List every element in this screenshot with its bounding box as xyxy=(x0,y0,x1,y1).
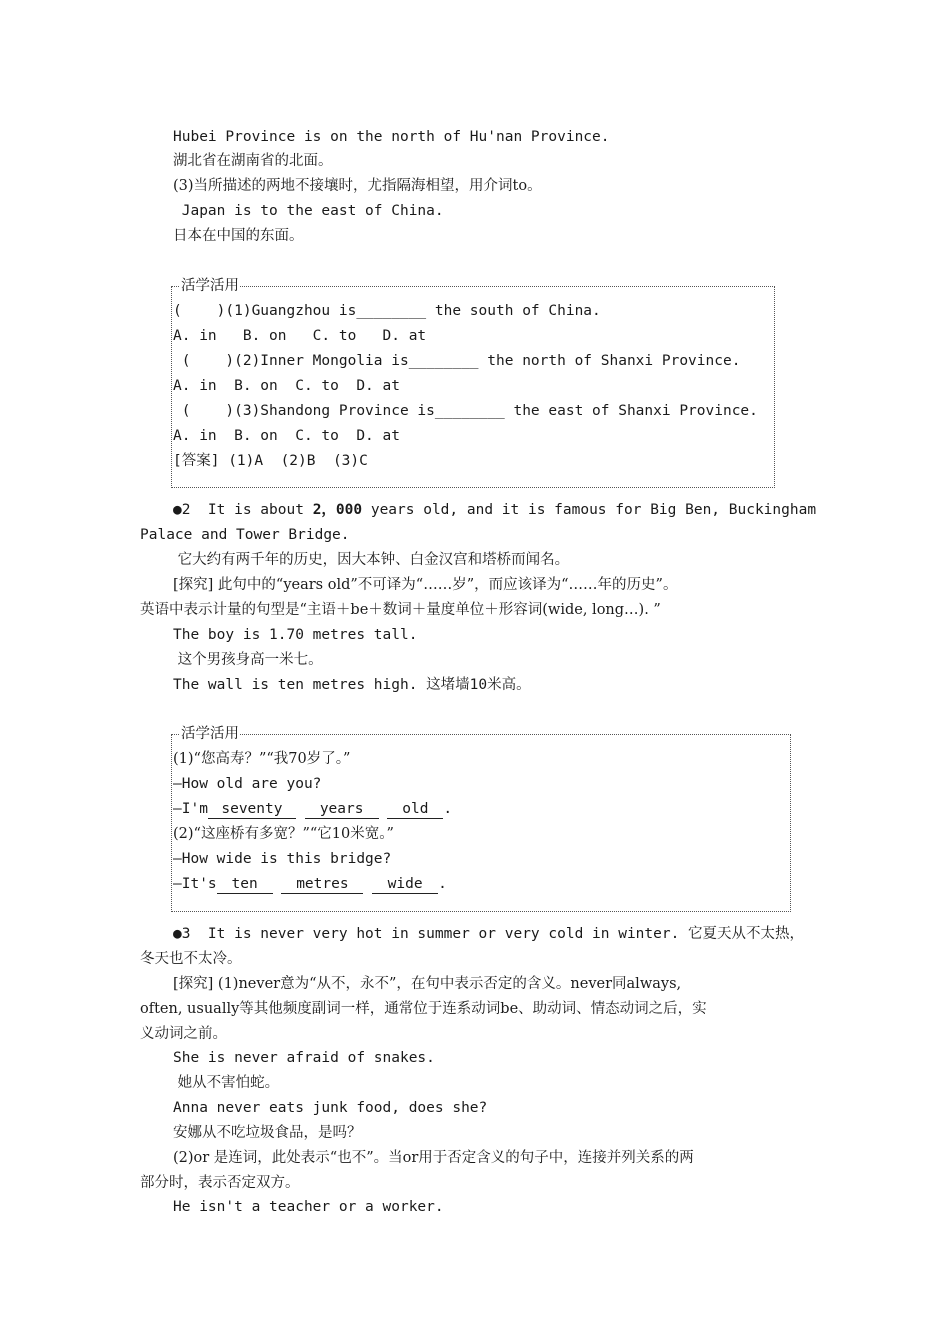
translation-line: 它大约有两千年的历史，因大本钟、白金汉宫和塔桥而闻名。 xyxy=(173,552,570,568)
question-line: (1)“您高寿？”“我70岁了。” xyxy=(173,751,351,767)
explore-line: [探究] (1)never意为“从不，永不”，在句中表示否定的含义。never同always, xyxy=(173,976,682,992)
answer-blank: years xyxy=(305,801,379,819)
item-2-heading xyxy=(173,500,816,520)
translation-line: 她从不害怕蛇。 xyxy=(173,1075,280,1091)
item-2-head-b: years old, and it is famous for Big Ben, Buckingham xyxy=(362,502,817,518)
practice-box-label: 活学活用 xyxy=(181,726,239,742)
explore-line: (2)or 是连词，此处表示“也不”。当or用于否定含义的句子中，连接并列关系的两 xyxy=(173,1150,694,1166)
options-line: A. in B. on C. to D. at xyxy=(173,328,427,344)
dialog-line: —How old are you? xyxy=(173,776,322,792)
answer-line xyxy=(173,874,447,894)
text-line: Palace and Tower Bridge. xyxy=(140,527,350,543)
answer-blank: wide xyxy=(372,876,438,894)
text-line: 湖北省在湖南省的北面。 xyxy=(173,153,333,169)
dialog-line: —How wide is this bridge? xyxy=(173,851,392,867)
translation-line: 这个男孩身高一米七。 xyxy=(173,652,323,668)
translation-line: 安娜从不吃垃圾食品，是吗？ xyxy=(173,1125,362,1141)
text-line: 冬天也不太冷。 xyxy=(140,951,242,967)
example-line: The boy is 1.70 metres tall. xyxy=(173,627,418,643)
answer-line: [答案] (1)A (2)B (3)C xyxy=(173,453,368,469)
answer-end: . xyxy=(443,801,453,817)
answer-blank: seventy xyxy=(208,801,296,819)
question-line: ( )(1)Guangzhou is________ the south of China. xyxy=(173,303,601,319)
answer-end: . xyxy=(438,876,447,892)
example-line: He isn't a teacher or a worker. xyxy=(173,1199,444,1215)
answer-prefix: —It's xyxy=(173,876,217,892)
item-2-head-a: ●2 It is about xyxy=(173,502,313,518)
answer-blank: old xyxy=(387,801,443,819)
explore-line: often, usually等其他频度副词一样，通常位于连系动词be、助动词、情态动词之后，实 xyxy=(140,1001,707,1017)
explore-line: 义动词之前。 xyxy=(140,1026,227,1042)
answer-prefix: —I'm xyxy=(173,801,208,817)
text-line: 日本在中国的东面。 xyxy=(173,228,304,244)
options-line: A. in B. on C. to D. at xyxy=(173,428,400,444)
answer-blank: metres xyxy=(281,876,363,894)
question-line: ( )(2)Inner Mongolia is________ the north of Shanxi Province. xyxy=(173,353,741,369)
explore-line: [探究] 此句中的“years old”不可译为“……岁”，而应该译为“……年的历史”。 xyxy=(173,577,678,593)
example-line: She is never afraid of snakes. xyxy=(173,1050,435,1066)
text-line: (3)当所描述的两地不接壤时，尤指隔海相望，用介词to。 xyxy=(173,178,542,194)
answer-line xyxy=(173,799,452,819)
explore-line: 英语中表示计量的句型是“主语＋be＋数词＋量度单位＋形容词(wide, long…). ” xyxy=(140,602,661,618)
answer-blank: ten xyxy=(217,876,273,894)
example-line: Anna never eats junk food, does she? xyxy=(173,1100,488,1116)
question-line: (2)“这座桥有多宽？”“它10米宽。” xyxy=(173,826,394,842)
question-line: ( )(3)Shandong Province is________ the east of Shanxi Province. xyxy=(173,403,758,419)
text-line: Hubei Province is on the north of Hu'nan Province. xyxy=(173,129,610,145)
text-line: Japan is to the east of China. xyxy=(173,203,444,219)
explore-line: 部分时，表示否定双方。 xyxy=(140,1175,300,1191)
practice-box-label: 活学活用 xyxy=(181,278,239,294)
example-line: The wall is ten metres high. 这堵墙10米高。 xyxy=(173,677,531,693)
options-line: A. in B. on C. to D. at xyxy=(173,378,400,394)
item-3-heading: ●3 It is never very hot in summer or very cold in winter. 它夏天从不太热， xyxy=(173,926,805,942)
item-2-head-bold: 2，000 xyxy=(312,502,363,518)
